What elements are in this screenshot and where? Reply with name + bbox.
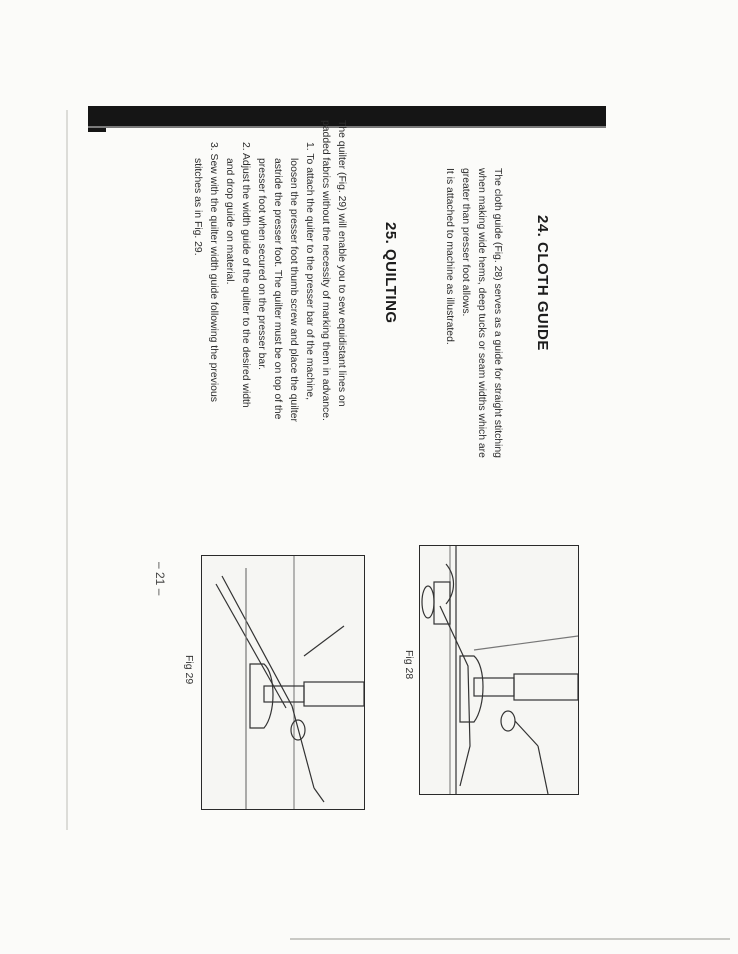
figure-28-illustration [419, 545, 579, 795]
cloth-guide-heading: 24. CLOTH GUIDE [534, 215, 551, 351]
quilting-line-2: padded fabrics without the necessity of marking them in advance. [320, 120, 331, 421]
page-edge-shadow [66, 110, 68, 830]
cloth-guide-drawing [420, 546, 578, 794]
quilting-heading: 25. QUILTING [382, 222, 399, 324]
page-bottom-edge [290, 938, 730, 940]
page-number: – 21 – [153, 562, 167, 596]
quilting-step-2-cont: and drop guide on material. [224, 158, 235, 285]
quilting-step-1: 1. To attach the quiter to the presser bar of the machine, [304, 142, 315, 400]
cloth-guide-line-3: greater than presser foot allows. [460, 168, 471, 317]
quilting-step-1-cont-2: astride the presser foot. The quilter must be on top of the [272, 158, 283, 420]
quilting-line-1: The quilter (Fig. 29) will enable you to sew equidistant lines on [336, 120, 347, 407]
figure-29-caption: Fig 29 [183, 655, 195, 685]
cloth-guide-line-4: It is attached to machine as illustrated. [444, 168, 455, 345]
quilting-step-3-cont: stitches as in Fig. 29. [192, 158, 203, 256]
cloth-guide-line-1: The cloth guide (Fig. 28) serves as a guide for straight stitching [492, 168, 503, 458]
quilting-step-1-cont-3: presser foot when secured on the presser bar. [256, 158, 267, 370]
quilting-step-2: 2. Adjust the width guide of the quilter to the desired width [240, 142, 251, 408]
quilting-step-1-cont-1: loosen the presser foot thumb screw and place the quilter [288, 158, 299, 422]
quilter-drawing [202, 556, 364, 809]
rotated-page-content [125, 110, 615, 850]
figure-29-illustration [201, 555, 365, 810]
quilting-step-3: 3. Sew with the quilter width guide following the previous [208, 142, 219, 402]
cloth-guide-line-2: when making wide hems, deep tucks or seam widths which are [476, 168, 487, 458]
figure-28-caption: Fig 28 [403, 650, 415, 680]
